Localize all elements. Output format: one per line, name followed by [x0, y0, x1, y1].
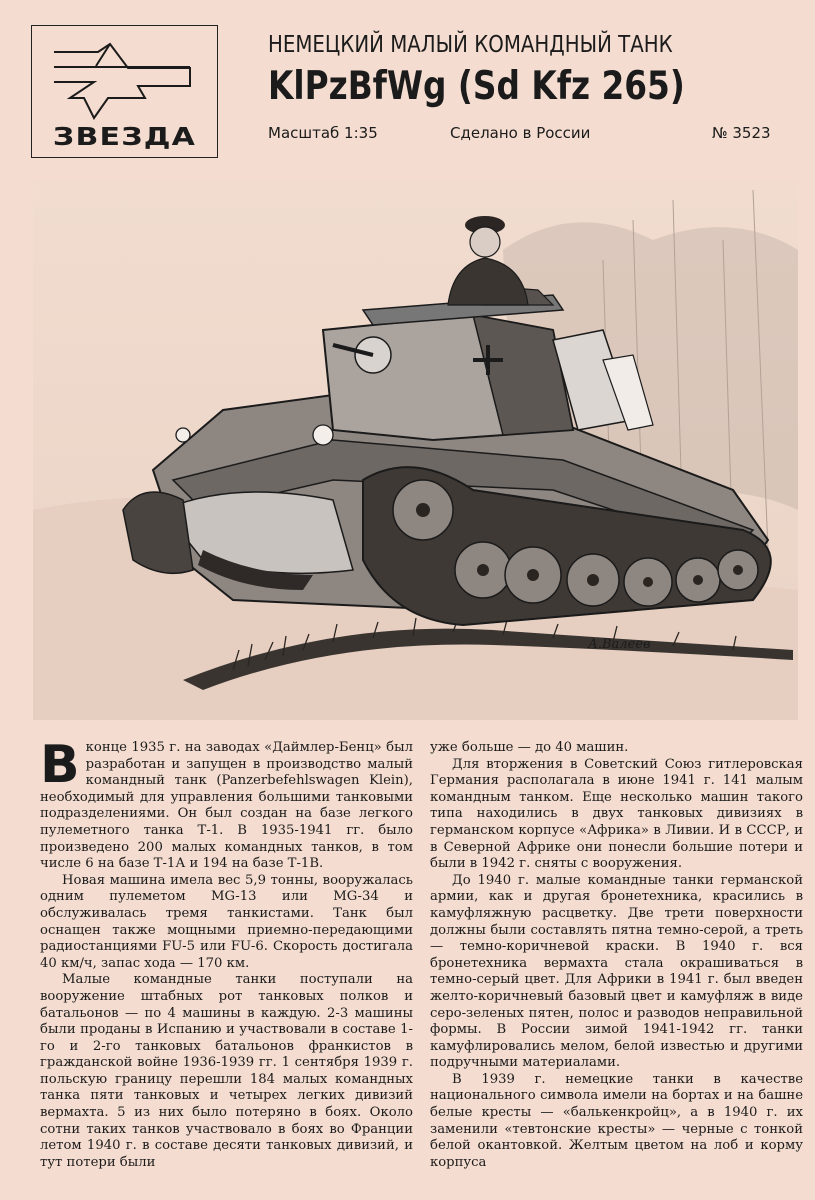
article-column-right — [430, 740, 803, 1171]
tank-illustration — [33, 180, 798, 720]
zvezda-logo — [31, 25, 218, 158]
article-paragraph: Новая машина имела вес 5,9 тонны, вооружалась одним пулеметом MG-13 или MG-34 и обслуживалась тремя танкистами. Танк был оснащен также мощными приемно-передающими радиостанциями FU-5 или FU-6. Скорость достигала 40 км/ч, запас хода — 170 км. — [40, 872, 413, 971]
article-paragraph: уже больше — до 40 машин. — [430, 740, 629, 755]
article-paragraph: В 1939 г. немецкие танки в качестве национального символа имели на бортах и на башне белые кресты — «балькенкройц», а в 1940 г. их заменили «тевтонские кресты» — черные с тонкой белой окантовкой. Желтым цветом на лоб и корму корпуса — [430, 1071, 803, 1170]
article-column-left — [40, 735, 413, 1171]
logo-text: ЗВЕЗДА — [52, 122, 197, 151]
star-flag-icon — [50, 38, 200, 120]
drop-cap: В — [40, 735, 80, 795]
page-title: KlPzBfWg (Sd Kfz 265) — [268, 64, 685, 109]
origin-label: Сделано в России — [450, 124, 591, 142]
article-paragraph: В конце 1935 г. на заводах «Даймлер-Бенц» был разработан и запущен в производство малый командный танк (Panzerbefehlswagen Klein), необходимый для управления большими танковыми подразделениями. Он был создан на базе легкого пулеметного танка Т-1. В 1935-1941 гг. было произведено 200 малых командных танков, в том числе 6 на базе Т-1А и 194 на базе Т-1В. — [40, 735, 413, 872]
article-paragraph: Малые командные танки поступали на вооружение штабных рот танковых полков и батальонов — по 4 машины в каждую. 2-3 машины были проданы в Испанию и участвовали в составе 1-го и 2-го танковых батальонов франкистов в гражданской войне 1936-1939 гг. 1 сентября 1939 г. польскую границу перешли 184 малых командных танка пяти танковых и четырех легких дивизий вермахта. 5 из них было потеряно в боях. Около сотни таких танков участвовало в боях во Франции летом 1940 г. в составе десяти танковых дивизий, и тут потери были — [40, 972, 413, 1170]
scale-label: Масштаб 1:35 — [268, 124, 378, 142]
kit-number: № 3523 — [712, 124, 771, 142]
article-paragraph: Для вторжения в Советский Союз гитлеровская Германия располагала в июне 1941 г. 141 малым командным танком. Еще несколько машин такого типа находились в двух танковых дивизиях в германском корпусе «Африка» в Ливии. И в СССР, и в Северной Африке они понесли большие потери и были в 1942 г. сняты с вооружения. — [430, 756, 803, 872]
illustration-signature: А.Валеев — [588, 637, 651, 652]
article-paragraph: До 1940 г. малые командные танки германской армии, как и другая бронетехника, красились в камуфляжную расцветку. Две трети поверхности должны были составлять пятна темно-серой, а треть — темно-коричневой краски. В 1940 г. вся бронетехника вермахта стала окрашиваться в темно-серый цвет. Для Африки в 1941 г. был введен желто-коричневый базовый цвет и камуфляж в виде серо-зеленых пятен, полос и разводов неправильной формы. В России зимой 1941-1942 гг. танки камуфлировались мелом, белой известью и другими подручными материалами. — [430, 872, 803, 1071]
page-subtitle: НЕМЕЦКИЙ МАЛЫЙ КОМАНДНЫЙ ТАНК — [268, 32, 673, 58]
